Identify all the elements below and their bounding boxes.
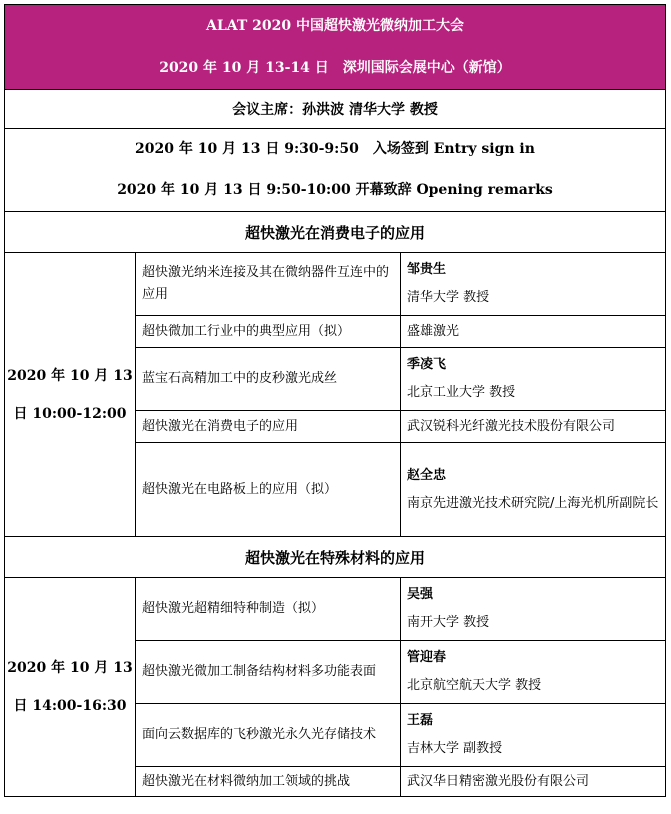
talk-speaker: [401, 443, 666, 537]
session-title-row: [5, 537, 666, 578]
talk-topic: 超快激光在电路板上的应用（拟）: [136, 443, 401, 537]
speaker-name: 管迎春: [407, 650, 447, 665]
session-time-range: 日 10:00-12:00: [13, 405, 127, 422]
talk-topic: 超快激光纳米连接及其在微纳器件互连中的应用: [136, 253, 401, 316]
opening-row: [5, 129, 666, 212]
talk-speaker: [401, 253, 666, 316]
signin-entry: 2020 年 10 月 13 日 9:30-9:50 入场签到 Entry sign in: [135, 141, 535, 157]
talk-topic: 超快激光超精细特种制造（拟）: [136, 578, 401, 641]
speaker-affiliation: 南开大学 教授: [407, 615, 490, 630]
talk-topic: 超快激光微加工制备结构材料多功能表面: [136, 641, 401, 704]
conference-title: ALAT 2020 中国超快激光微纳加工大会: [206, 18, 464, 34]
speaker-affiliation: 北京航空航天大学 教授: [407, 678, 542, 693]
table-row: [5, 253, 666, 316]
talk-speaker: [401, 704, 666, 767]
talk-speaker: [401, 316, 666, 348]
speaker-name: 吴强: [407, 587, 434, 602]
session-time-range: 日 14:00-16:30: [13, 698, 127, 714]
conference-header: [5, 5, 666, 90]
header-row: [5, 5, 666, 90]
speaker-affiliation: 清华大学 教授: [407, 290, 490, 305]
speaker-name: 季凌飞: [407, 357, 447, 372]
talk-topic: 蓝宝石高精加工中的皮秒激光成丝: [136, 348, 401, 411]
session-title: 超快激光在特殊材料的应用: [5, 537, 666, 578]
speaker-affiliation: 南京先进激光技术研究院/上海光机所副院长: [407, 495, 659, 511]
speaker-affiliation: 武汉华日精密激光股份有限公司: [407, 773, 590, 789]
talk-topic: 超快激光在消费电子的应用: [136, 411, 401, 443]
conference-date-venue: 2020 年 10 月 13-14 日 深圳国际会展中心（新馆）: [159, 60, 511, 76]
talk-topic: 超快微加工行业中的典型应用（拟）: [136, 316, 401, 348]
speaker-affiliation: 盛雄激光: [407, 323, 460, 339]
chair-row: [5, 90, 666, 129]
session-time: [5, 253, 136, 537]
speaker-name: 邹贵生: [407, 262, 447, 277]
speaker-affiliation: 吉林大学 副教授: [407, 741, 503, 756]
talk-speaker: [401, 641, 666, 704]
opening-remarks-entry: 2020 年 10 月 13 日 9:50-10:00 开幕致辞 Opening remarks: [117, 182, 553, 198]
opening-schedule: [5, 129, 666, 212]
conference-chair: 会议主席：孙洪波 清华大学 教授: [5, 90, 666, 129]
speaker-affiliation: 北京工业大学 教授: [407, 385, 516, 400]
speaker-name: 王磊: [407, 713, 434, 728]
talk-speaker: [401, 578, 666, 641]
talk-speaker: [401, 411, 666, 443]
talk-topic: 超快激光在材料微纳加工领域的挑战: [136, 767, 401, 797]
speaker-affiliation: 武汉锐科光纤激光技术股份有限公司: [407, 418, 616, 434]
session-title: 超快激光在消费电子的应用: [5, 212, 666, 253]
speaker-name: 赵全忠: [407, 467, 447, 483]
talk-speaker: [401, 767, 666, 797]
talk-topic: 面向云数据库的飞秒激光永久光存储技术: [136, 704, 401, 767]
session-time-date: 2020 年 10 月 13: [7, 367, 133, 384]
talk-speaker: [401, 348, 666, 411]
session-title-row: [5, 212, 666, 253]
agenda-table: [4, 4, 666, 797]
session-time-date: 2020 年 10 月 13: [7, 660, 133, 676]
table-row: [5, 578, 666, 641]
session-time: [5, 578, 136, 797]
